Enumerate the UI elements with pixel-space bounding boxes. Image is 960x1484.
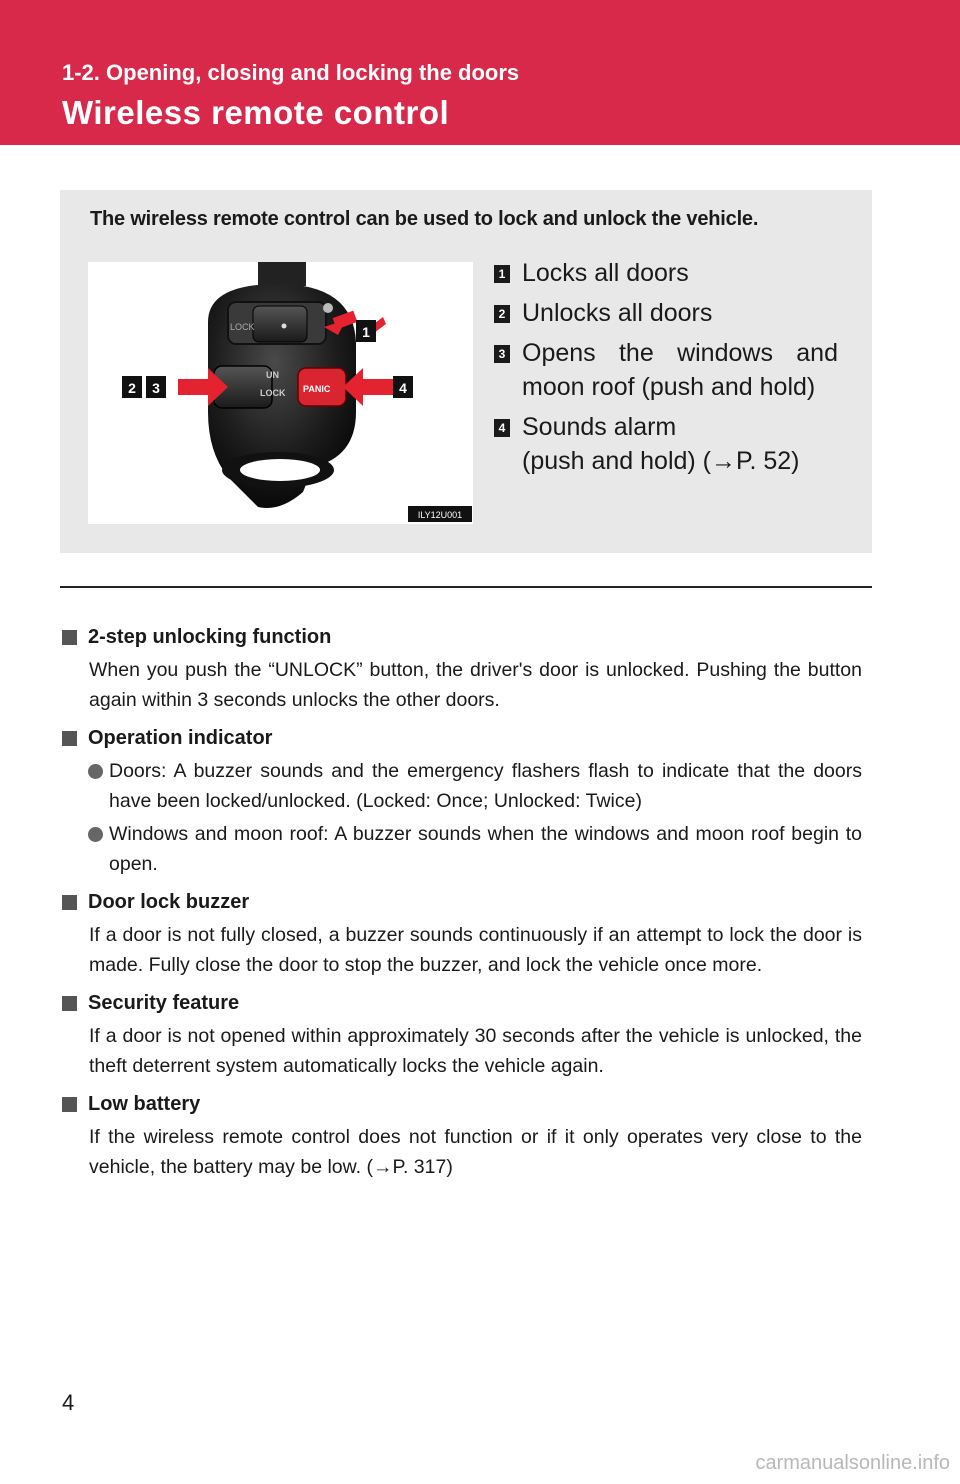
legend-number: 1 <box>494 265 510 283</box>
callout-3 <box>146 376 166 398</box>
square-bullet-icon <box>62 630 77 645</box>
callout-4 <box>393 376 413 398</box>
body-2-step-unlocking: When you push the “UNLOCK” button, the driver's door is unlocked. Pushing the button again within 3 seconds unlocks the other doors. <box>89 659 862 711</box>
legend-text: Sounds alarm <box>522 413 677 441</box>
legend-number: 2 <box>494 305 510 323</box>
legend-number: 4 <box>494 419 510 437</box>
legend-text-line2: moon roof (push and hold) <box>522 373 816 401</box>
legend-text: Unlocks all doors <box>522 299 713 327</box>
heading-operation-indicator: Operation indicator <box>62 723 862 753</box>
square-bullet-icon <box>62 1097 77 1112</box>
heading-2-step-unlocking: 2-step unlocking function <box>62 622 862 652</box>
bullet-windows: Windows and moon roof: A buzzer sounds when the windows and moon roof begin to open. <box>62 820 862 879</box>
page-title: Wireless remote control <box>62 94 450 131</box>
legend-item-3 <box>494 336 844 404</box>
panic-label: PANIC <box>303 384 331 394</box>
bullet-doors: Doors: A buzzer sounds and the emergency flashers flash to indicate that the doors have been locked/unlocked. (Locked: Once; Unlocked: Twice) <box>62 757 862 816</box>
heading-door-lock-buzzer: Door lock buzzer <box>62 887 862 917</box>
body-security-feature: If a door is not opened within approximately 30 seconds after the vehicle is unlocked, the theft deterrent system automatically locks the vehicle again. <box>89 1025 862 1077</box>
section-divider <box>60 586 872 588</box>
svg-text:4: 4 <box>399 380 407 396</box>
page-header <box>0 0 960 145</box>
unlock-label-line1: UN <box>266 370 279 380</box>
legend-item-4 <box>494 410 844 478</box>
intro-box <box>60 190 872 553</box>
unlock-label-line2: LOCK <box>260 388 286 398</box>
section-label: 1-2. Opening, closing and locking the doors <box>62 60 520 85</box>
intro-text: The wireless remote control can be used to lock and unlock the vehicle. <box>90 208 759 230</box>
square-bullet-icon <box>62 731 77 746</box>
body-door-lock-buzzer: If a door is not fully closed, a buzzer sounds continuously if an attempt to lock the door is made. Fully close the door to stop the buzzer, and lock the vehicle once more. <box>89 924 862 976</box>
legend-number: 3 <box>494 345 510 363</box>
page-number: 4 <box>62 1390 75 1415</box>
svg-text:1: 1 <box>362 324 370 340</box>
legend-text: Locks all doors <box>522 259 689 287</box>
image-code: ILY12U001 <box>417 510 463 520</box>
legend-item-2 <box>494 296 844 330</box>
callout-2 <box>122 376 142 398</box>
svg-text:2: 2 <box>128 380 136 396</box>
notes-content <box>62 614 862 1186</box>
svg-text:3: 3 <box>152 380 160 396</box>
key-fob-illustration <box>88 262 473 524</box>
circle-bullet-icon <box>88 764 103 779</box>
heading-low-battery: Low battery <box>62 1089 862 1119</box>
square-bullet-icon <box>62 996 77 1011</box>
body-low-battery: If the wireless remote control does not function or if it only operates very close to the vehicle, the battery may be low. (→P. 317) <box>89 1126 862 1178</box>
lock-label: LOCK <box>230 322 255 332</box>
watermark: carmanualsonline.info <box>755 1452 950 1474</box>
button-legend <box>494 256 844 484</box>
legend-text: Opens the windows and <box>522 339 838 367</box>
heading-security-feature: Security feature <box>62 988 862 1018</box>
legend-item-1 <box>494 256 844 290</box>
square-bullet-icon <box>62 895 77 910</box>
circle-bullet-icon <box>88 827 103 842</box>
callout-1 <box>356 320 376 342</box>
legend-text-line2: (push and hold) (→P. 52) <box>522 447 800 475</box>
